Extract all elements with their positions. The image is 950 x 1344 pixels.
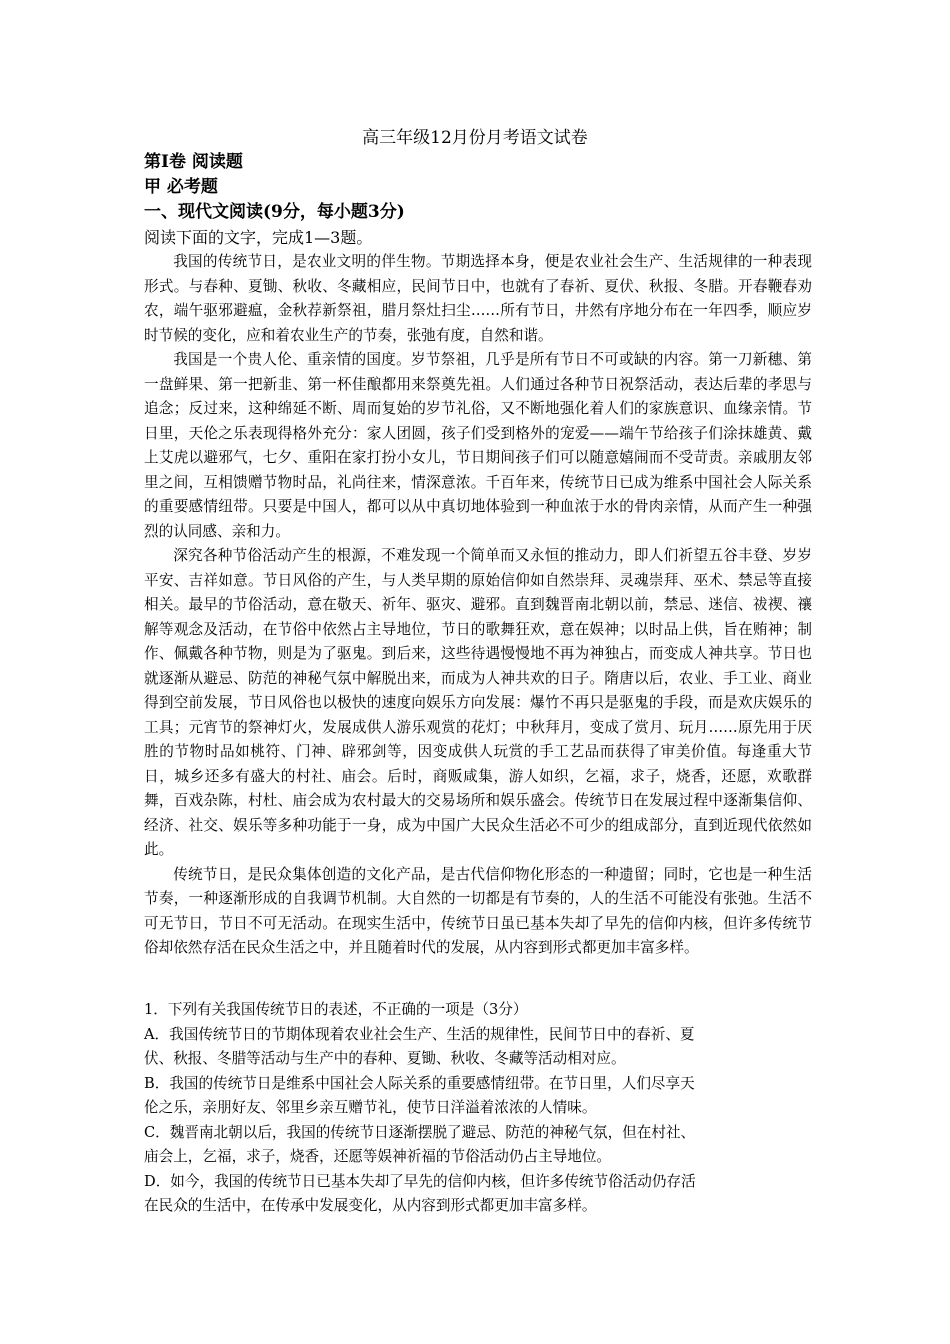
- reading-instruction: 阅读下面的文字，完成1—3题。: [144, 228, 373, 247]
- option-c: [144, 1121, 812, 1170]
- part-title: 甲 必考题: [144, 177, 218, 197]
- question-1: [144, 998, 812, 1219]
- subsection-title: 一、现代文阅读(9分，每小题3分): [144, 202, 405, 222]
- option-text: A．我国传统节日的节期体现着农业社会生产、生活的规律性，民间节日中的春祈、夏: [144, 1025, 695, 1043]
- section-title: 第Ⅰ卷 阅读题: [144, 152, 243, 172]
- reading-passage: [144, 250, 812, 961]
- passage-paragraph: 深究各种节俗活动产生的根源，不难发现一个简单而又永恒的推动力，即人们祈望五谷丰登、岁岁平安、吉祥如意。节日风俗的产生，与人类早期的原始信仰如自然崇拜、灵魂崇拜、巫术、禁忌等直接相关。最早的节俗活动，意在敬天、祈年、驱灾、避邪。直到魏晋南北朝以前，禁忌、迷信、祓禊、禳解等观念及活动，在节俗中依然占主导地位，节日的歌舞狂欢，意在娱神；以时品上供，旨在贿神；制作、佩戴各种节物，则是为了驱鬼。到后来，这些待遇慢慢地不再为神独占，而变成人神共享。节日也就逐渐从避忌、防范的神秘气氛中解脱出来，而成为人神共欢的日子。隋唐以后，农业、手工业、商业得到空前发展，节日风俗也以极快的速度向娱乐方向发展：爆竹不再只是驱鬼的手段，而是欢庆娱乐的工具；元宵节的祭神灯火，发展成供人游乐观赏的花灯；中秋拜月，变成了赏月、玩月……原先用于厌胜的节物时品如桃符、门神、辟邪剑等，因变成供人玩赏的手工艺品而获得了审美价值。每逢重大节日，城乡还多有盛大的村社、庙会。后时，商贩咸集，游人如织，乞福，求子，烧香，还愿，欢歌群舞，百戏杂陈，村杜、庙会成为农村最大的交易场所和娱乐盛会。传统节日在发展过程中逐渐集信仰、经济、社交、娱乐等多种功能于一身，成为中国广大民众生活必不可少的组成部分，直到近现代依然如此。: [144, 547, 812, 858]
- option-a: [144, 1023, 812, 1072]
- option-text: 在民众的生活中，在传承中发展变化，从内容到形式都更加丰富多样。: [144, 1197, 597, 1214]
- option-d: [144, 1170, 812, 1219]
- option-text: 庙会上，乞福，求子，烧香，还愿等娱神祈福的节俗活动仍占主导地位。: [144, 1148, 612, 1165]
- option-text: B．我国的传统节日是维系中国社会人际关系的重要感情纽带。在节日里，人们尽享天: [144, 1074, 695, 1092]
- option-text: D．如今，我国的传统节日已基本失却了早先的信仰内核，但许多传统节俗活动仍存活: [144, 1172, 696, 1190]
- option-text: 伏、秋报、冬腊等活动与生产中的春种、夏锄、秋收、冬藏等活动相对应。: [144, 1050, 626, 1067]
- question-stem: 1．下列有关我国传统节日的表述，不正确的一项是（3分）: [144, 1001, 528, 1018]
- exam-title: 高三年级12月份月考语文试卷: [362, 128, 588, 148]
- passage-paragraph: 传统节日，是民众集体创造的文化产品，是古代信仰物化形态的一种遗留；同时，它也是一种生活节奏，一种逐渐形成的自我调节机制。大自然的一切都是有节奏的，人的生活不可能没有张弛。生活不可无节日，节日不可无活动。在现实生活中，传统节日虽已基本失却了早先的信仰内核，但许多传统节俗却依然存活在民众生活之中，并且随着时代的发展，从内容到形式都更加丰富多样。: [144, 865, 812, 956]
- passage-paragraph: 我国的传统节日，是农业文明的伴生物。节期选择本身，便是农业社会生产、生活规律的一种表现形式。与春种、夏锄、秋收、冬藏相应，民间节日中，也就有了春祈、夏伏、秋报、冬腊。开春鞭春劝农，端午驱邪避瘟，金秋荐新祭祖，腊月祭灶扫尘……所有节日，井然有序地分布在一年四季，顺应岁时节候的变化，应和着农业生产的节奏，张弛有度，自然和谐。: [144, 253, 812, 344]
- option-b: [144, 1072, 812, 1121]
- passage-paragraph: 我国是一个贵人伦、重亲情的国度。岁节祭祖，几乎是所有节日不可或缺的内容。第一刀新穗、第一盘鲜果、第一把新韭、第一杯佳酿都用来祭奠先祖。人们通过各种节日祝祭活动，表达后辈的孝思与追念；反过来，这种绵延不断、周而复始的岁节礼俗，又不断地强化着人们的家族意识、血缘亲情。节日里，天伦之乐表现得格外充分：家人团圆，孩子们受到格外的宠爱——端午节给孩子们涂抹雄黄、戴上艾虎以避邪气，七夕、重阳在家打扮小女儿，节日期间孩子们可以随意嬉闹而不受苛责。亲戚朋友邻里之间，互相馈赠节物时品，礼尚往来，情深意浓。千百年来，传统节日已成为维系中国社会人际关系的重要感情纽带。只要是中国人，都可以从中真切地体验到一种血浓于水的骨肉亲情，从而产生一种强烈的认同感、亲和力。: [144, 351, 812, 540]
- option-text: C．魏晋南北朝以后，我国的传统节日逐渐摆脱了避忌、防范的神秘气氛，但在村社、: [144, 1123, 696, 1141]
- option-text: 伦之乐，亲朋好友、邻里乡亲互赠节礼，使节日洋溢着浓浓的人情味。: [144, 1099, 597, 1116]
